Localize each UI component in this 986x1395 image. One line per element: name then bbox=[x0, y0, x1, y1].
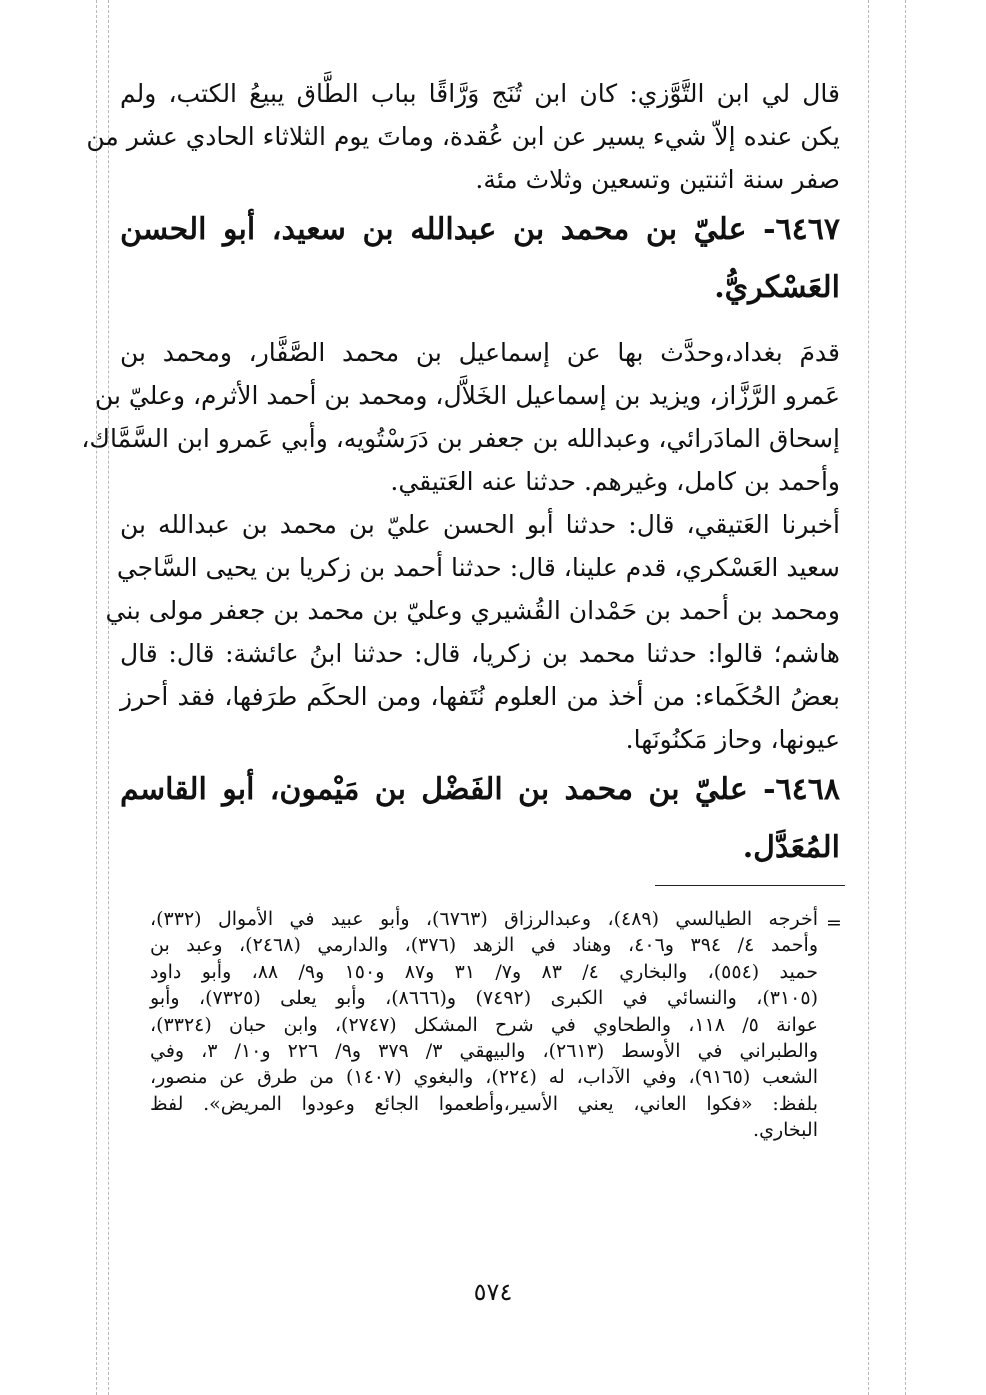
footnote-line: حميد (٥٥٤)، والبخاري ٤/ ٨٣ و٧/ ٣١ و٨٧ و١٥٠ و٩/ ٨٨، وأبو داود bbox=[150, 960, 818, 983]
footnote-divider bbox=[655, 885, 845, 886]
footnote-line: عوانة ٥/ ١١٨، والطحاوي في شرح المشكل (٢٧٤٧)، وابن حبان (٣٣٢٤)، bbox=[150, 1013, 818, 1036]
page-number: ٥٧٤ bbox=[473, 1278, 513, 1306]
entry-heading: العَسْكريُّ. bbox=[714, 270, 840, 305]
footnote-line: أخرجه الطيالسي (٤٨٩)، وعبدالرزاق (٦٧٦٣)، وأبو عبيد في الأموال (٣٣٢)، bbox=[150, 908, 818, 930]
footnote-line: بلفظ: «فكوا العاني، يعني الأسير،وأطعموا الجائع وعودوا المريض». لفظ bbox=[150, 1092, 818, 1115]
text-line: عيونها، وحاز مَكنُونَها. bbox=[625, 725, 840, 754]
footnote-line: وأحمد ٤/ ٣٩٤ و٤٠٦، وهناد في الزهد (٣٧٦)، والدارمي (٢٤٦٨)، وعبد بن bbox=[150, 934, 818, 957]
text-line: بعضُ الحُكَماء: من أخذ من العلوم نُتَفها، ومن الحكَم طرَفها، فقد أحرز bbox=[120, 682, 840, 711]
scan-edge-right-outer bbox=[905, 0, 906, 1395]
entry-paragraph bbox=[105, 503, 840, 761]
text-line: وأحمد بن كامل، وغيرهم. حدثنا عنه العَتيقي. bbox=[390, 467, 840, 496]
text-line: يكن عنده إلاّ شيء يسير عن ابن عُقدة، وماتَ يوم الثلاثاء الحادي عشر من bbox=[86, 122, 840, 151]
footnote-continuation-marker: = bbox=[826, 912, 842, 934]
footnote-line: البخاري. bbox=[753, 1119, 818, 1142]
spacer bbox=[120, 317, 840, 331]
scan-edge-left bbox=[96, 0, 97, 1395]
footnote-line: (٣١٠٥)، والنسائي في الكبرى (٧٤٩٢) و(٨٦٦٦)، وأبو يعلى (٧٣٢٥)، وأبو bbox=[150, 987, 818, 1010]
text-line: سعيد العَسْكري، قدم علينا، قال: حدثنا أحمد بن زكريا بن يحيى السَّاجي bbox=[116, 553, 840, 582]
intro-paragraph bbox=[86, 72, 840, 201]
scan-edge-left-inner bbox=[108, 0, 109, 1395]
entry-heading: ٦٤٦٨- عليّ بن محمد بن الفَضْل بن مَيْمون، أبو القاسم bbox=[120, 772, 840, 807]
text-line: قدمَ بغداد،وحدَّث بها عن إسماعيل بن محمد الصَّفَّار، ومحمد بن bbox=[120, 338, 840, 367]
text-line: هاشم؛ قالوا: حدثنا محمد بن زكريا، قال: حدثنا ابنُ عائشة: قال: قال bbox=[120, 639, 840, 668]
scan-edge-right bbox=[868, 0, 869, 1395]
footnote-line: الشعب (٩١٦٥)، وفي الآداب، له (٢٢٤)، والبغوي (١٤٠٧) من طرق عن منصور، bbox=[150, 1066, 819, 1089]
text-line: قال لي ابن التَّوَّزي: كان ابن تُنَج وَرَّاقًا بباب الطَّاق يبيعُ الكتب، ولم bbox=[120, 79, 840, 108]
entry-heading: المُعَدَّل. bbox=[742, 830, 840, 865]
text-line: إسحاق المادَرائي، وعبدالله بن جعفر بن دَرَسْتُويه، وأبي عَمرو ابن السَّمَّاك، bbox=[81, 424, 840, 453]
entry-6468 bbox=[120, 761, 840, 877]
text-line: صفر سنة اثنتين وتسعين وثلاث مئة. bbox=[475, 165, 840, 194]
text-line: عَمرو الرَّزَّاز، ويزيد بن إسماعيل الخَلاَّل، ومحمد بن أحمد الأثرم، وعليّ بن bbox=[94, 381, 840, 410]
text-line: أخبرنا العَتيقي، قال: حدثنا أبو الحسن عليّ بن محمد بن عبدالله بن bbox=[120, 510, 840, 539]
footnote-block bbox=[150, 906, 818, 1144]
page-body bbox=[81, 72, 840, 877]
entry-6467 bbox=[81, 201, 840, 761]
text-line: ومحمد بن أحمد بن حَمْدان القُشيري وعليّ بن محمد بن جعفر مولى بني bbox=[105, 596, 840, 625]
footnote-line: والطبراني في الأوسط (٢٦١٣)، والبيهقي ٣/ ٣٧٩ و٩/ ٢٢٦ و١٠/ ٣، وفي bbox=[150, 1040, 818, 1063]
entry-paragraph bbox=[81, 331, 840, 503]
entry-heading: ٦٤٦٧- عليّ بن محمد بن عبدالله بن سعيد، أبو الحسن bbox=[120, 212, 840, 247]
